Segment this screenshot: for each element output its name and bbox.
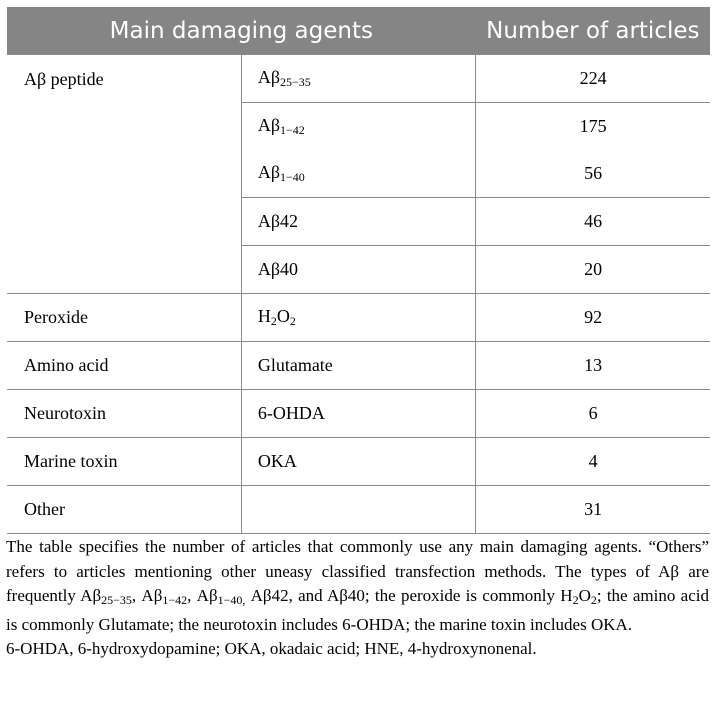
header-main-damaging-agents: Main damaging agents [7,7,476,55]
count-cell: 224 [476,55,710,103]
agent-cell: Aβ42 [241,198,475,246]
count-cell: 92 [476,294,710,342]
category-other: Other [7,486,241,534]
table-row [7,294,710,342]
agent-cell: 6-OHDA [241,390,475,438]
agent-cell: $A\beta_{1-40}$ [241,150,475,198]
count-cell: 20 [476,246,710,294]
table-footnotes [6,535,709,662]
count-cell: 13 [476,342,710,390]
agent-cell [241,486,475,534]
category-marine-toxin: Marine toxin [7,438,241,486]
damaging-agents-table [7,7,710,534]
category-amino-acid: Amino acid [7,342,241,390]
table-row [7,486,710,534]
agent-cell: Glutamate [241,342,475,390]
agent-cell: OKA [241,438,475,486]
table-row [7,438,710,486]
count-cell: 46 [476,198,710,246]
count-cell: 175 [476,103,710,151]
count-cell: 56 [476,150,710,198]
count-cell: 4 [476,438,710,486]
agent-cell: $A\beta_{1-42}$ [241,103,475,151]
agent-cell: Aβ40 [241,246,475,294]
footnote-abbreviations: 6-OHDA, 6-hydroxydopamine; OKA, okadaic acid; HNE, 4-hydroxynonenal. [6,639,537,658]
count-cell: 6 [476,390,710,438]
table-row [7,390,710,438]
table-row [7,55,710,103]
table-row [7,342,710,390]
category-peroxide: Peroxide [7,294,241,342]
table-header-row [7,7,710,55]
footnote-description: The table specifies the number of articles that commonly use any main damaging agents. “Others” refers to articles mentioning other uneasy classified transfection methods. The types of Aβ are frequently $A\beta_{25-35}$, $A\beta_{1-42}$, $A\beta_{1-40,}$ Aβ42, and Aβ40; the peroxide is commonly $H_2O_2$; the amino acid is commonly Glutamate; the neurotoxin includes 6-OHDA; the marine toxin includes OKA. [6,537,709,634]
category-abeta: Aβ peptide [7,55,241,294]
count-cell: 31 [476,486,710,534]
header-number-of-articles: Number of articles [476,7,710,55]
agent-cell: $H_2O_2$ [241,294,475,342]
category-neurotoxin: Neurotoxin [7,390,241,438]
agent-cell: $A\beta_{25-35}$ [241,55,475,103]
